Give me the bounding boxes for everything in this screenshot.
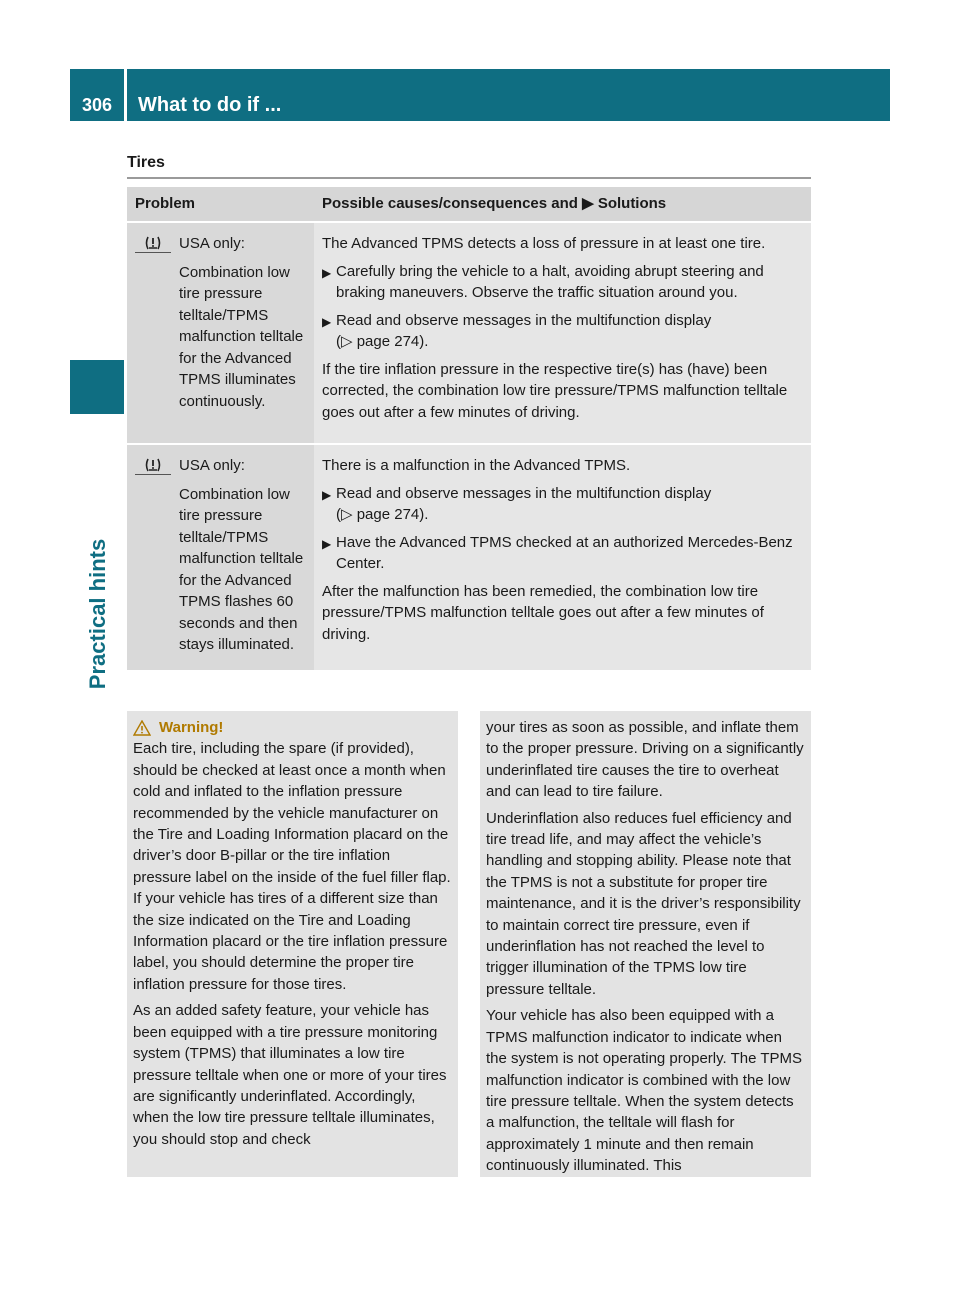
page-reference-link[interactable]: (▷ page 274).: [336, 333, 429, 350]
table-header-row: [127, 187, 811, 222]
page-reference-link[interactable]: (▷ page 274).: [336, 506, 429, 523]
step-arrow-icon: ▶: [322, 487, 332, 502]
step-arrow-icon: ▶: [322, 536, 332, 551]
warning-paragraph: Each tire, including the spare (if provided), should be checked at least once a month when cold and inflated to the inflation pressure recommended by the vehicle manufacturer on the Tire and Loading Information placard on the driver’s door B-pillar or the tire inflation pressure label on the inside of the fuel filler flap. If your vehicle has tires of a different size than the size indicated on the Tire and Loading Information placard or the tire inflation pressure label, you should determine the proper tire inflation pressure for those tires.: [133, 740, 451, 993]
solution-outro: After the malfunction has been remedied, the combination low tire pressure/TPMS malfunction telltale goes out after a few minutes of driving.: [322, 582, 764, 643]
problem-description: Combination low tire pressure telltale/TPMS malfunction telltale for the Advanced TPMS flashes 60 seconds and then stays illuminated.: [179, 485, 304, 653]
warning-paragraph: Your vehicle has also been equipped with a TPMS malfunction indicator to indicate when the system is not operating properly. The TPMS malfunction indicator is combined with the low tire pressure telltale. When the system detects a malfunction, the telltale will flash for approximately 1 minute and then remain continuously illuminated. This: [486, 1007, 802, 1175]
step-arrow-icon: ▶: [322, 265, 332, 280]
warning-triangle-icon: [133, 719, 159, 737]
header-problem: Problem: [127, 187, 314, 222]
step-text: Carefully bring the vehicle to a halt, avoiding abrupt steering and braking maneuvers. Observe the traffic situation around you.: [336, 262, 764, 301]
table-row: [127, 444, 811, 670]
warning-title: Warning!: [159, 719, 224, 736]
solution-step: [322, 532, 803, 575]
tpms-telltale-icon: [135, 234, 171, 253]
solution-step: [322, 483, 803, 526]
step-arrow-icon: ▶: [322, 314, 332, 329]
section-title: Tires: [127, 154, 165, 171]
warning-box-left: [127, 711, 458, 1177]
chapter-title: What to do if ...: [138, 94, 282, 116]
warning-box-right: [480, 711, 811, 1177]
solution-cell: [314, 222, 811, 444]
region-label: USA only:: [179, 457, 245, 474]
problem-cell: [127, 222, 314, 444]
warning-paragraph: As an added safety feature, your vehicle has been equipped with a tire pressure monitoring system (TPMS) that illuminates a low tire pressure telltale when one or more of your tires are significantly underinflated. Accordingly, when the low tire pressure telltale illuminates, you should stop and check: [133, 1002, 447, 1148]
solution-intro: There is a malfunction in the Advanced TPMS.: [322, 457, 631, 474]
problem-description: Combination low tire pressure telltale/TPMS malfunction telltale for the Advanced TPMS illuminates continuously.: [179, 263, 304, 410]
header-divider: [124, 69, 127, 121]
region-label: USA only:: [179, 235, 245, 252]
warning-heading: [133, 717, 452, 738]
step-text: Read and observe messages in the multifunction display: [336, 484, 712, 502]
solution-intro: The Advanced TPMS detects a loss of pressure in at least one tire.: [322, 235, 766, 252]
tires-table: [127, 187, 811, 670]
solution-outro: If the tire inflation pressure in the respective tire(s) has (have) been corrected, the combination low tire pressure/TPMS malfunction telltale goes out after a few minutes of driving.: [322, 360, 788, 421]
side-tab-block: [70, 360, 124, 414]
step-text: Read and observe messages in the multifunction display: [336, 311, 712, 329]
solution-step: [322, 310, 803, 353]
section-rule: [127, 177, 811, 179]
table-row: [127, 222, 811, 444]
side-tab-text: Practical hints: [85, 538, 110, 690]
warning-paragraph: your tires as soon as possible, and inflate them to the proper pressure. Driving on a significantly underinflated tire causes the tire to overheat and can lead to tire failure.: [486, 719, 804, 801]
solution-cell: [314, 444, 811, 670]
header-solutions: Possible causes/consequences and ▶ Solutions: [314, 187, 811, 222]
tpms-telltale-icon: [135, 456, 171, 475]
page-number: 306: [81, 95, 113, 115]
side-tab-label: [84, 538, 112, 690]
problem-cell: [127, 444, 314, 670]
step-text: Have the Advanced TPMS checked at an authorized Mercedes-Benz Center.: [336, 533, 793, 572]
solution-step: [322, 261, 803, 304]
warning-paragraph: Underinflation also reduces fuel efficiency and tire tread life, and may affect the vehicle’s handling and stopping ability. Please note that the TPMS is not a substitute for proper tire maintenance, and it is the driver’s responsibility to maintain correct tire pressure, even if underinflation has not reached the level to trigger illumination of the TPMS low tire pressure telltale.: [486, 809, 801, 998]
